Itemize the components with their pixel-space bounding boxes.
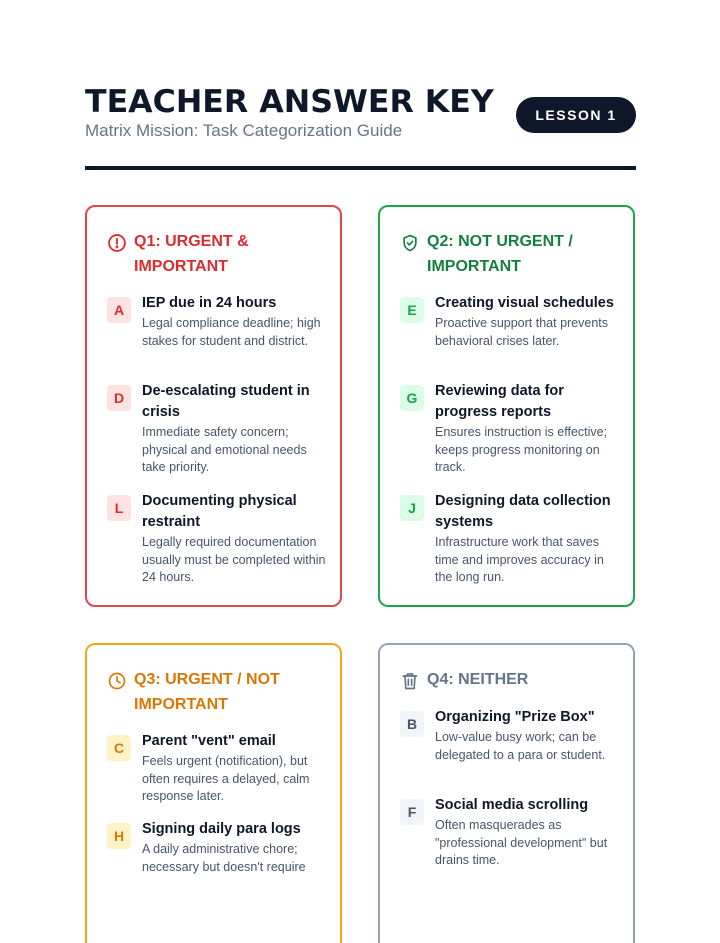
quadrant-header — [400, 229, 623, 279]
quadrant-card-q1 — [85, 205, 342, 607]
task-description: Low-value busy work; can be delegated to a para or student. — [435, 730, 606, 762]
quadrant-title: Q2: NOT URGENT / IMPORTANT — [427, 233, 573, 275]
quadrant-title: Q3: URGENT / NOT IMPORTANT — [134, 671, 280, 713]
task-description: Infrastructure work that saves time and improves accuracy in the long run. — [435, 535, 604, 584]
task-description: Often masquerades as "professional development" but drains time. — [435, 818, 608, 867]
task-item — [400, 293, 623, 350]
quadrant-card-q4 — [378, 643, 635, 943]
task-item — [107, 293, 330, 350]
header-divider — [85, 166, 636, 170]
task-title: Organizing "Prize Box" — [435, 709, 595, 725]
page-subtitle: Matrix Mission: Task Categorization Guide — [85, 121, 403, 140]
task-letter-badge: G — [400, 385, 424, 411]
task-letter-badge: F — [400, 799, 424, 825]
quadrant-title: Q1: URGENT & IMPORTANT — [134, 233, 249, 275]
task-description: Legally required documentation usually must be completed within 24 hours. — [142, 535, 326, 584]
task-title: De-escalating student in crisis — [142, 383, 310, 420]
task-item — [107, 381, 330, 477]
shield-check-icon — [400, 233, 420, 253]
page-title: TEACHER ANSWER KEY — [85, 84, 494, 120]
task-letter-badge: B — [400, 711, 424, 737]
task-description: Proactive support that prevents behavioral crises later. — [435, 316, 609, 348]
trash-icon — [400, 671, 420, 691]
task-letter-badge: D — [107, 385, 131, 411]
quadrant-card-q2 — [378, 205, 635, 607]
quadrant-header — [107, 229, 330, 279]
task-title: Reviewing data for progress reports — [435, 383, 564, 420]
clock-icon — [107, 671, 127, 691]
lesson-badge: LESSON 1 — [516, 97, 636, 133]
task-item — [107, 819, 330, 876]
task-title: Social media scrolling — [435, 797, 589, 813]
task-item — [400, 491, 623, 587]
task-description: A daily administrative chore; necessary but doesn't require — [142, 842, 306, 874]
task-title: IEP due in 24 hours — [142, 295, 277, 311]
task-title: Parent "vent" email — [142, 733, 276, 749]
task-description: Ensures instruction is effective; keeps progress monitoring on track. — [435, 425, 608, 474]
page-header — [85, 84, 636, 142]
task-item — [107, 491, 330, 587]
task-letter-badge: L — [107, 495, 131, 521]
task-letter-badge: J — [400, 495, 424, 521]
task-title: Signing daily para logs — [142, 821, 301, 837]
task-item — [107, 731, 330, 806]
task-item — [400, 795, 623, 870]
task-title: Designing data collection systems — [435, 493, 611, 530]
quadrant-header — [107, 667, 330, 717]
task-letter-badge: H — [107, 823, 131, 849]
task-letter-badge: A — [107, 297, 131, 323]
task-item — [400, 381, 623, 477]
quadrant-title: Q4: NEITHER — [427, 671, 529, 688]
task-description: Feels urgent (notification), but often requires a delayed, calm response later. — [142, 754, 310, 803]
task-description: Legal compliance deadline; high stakes for student and district. — [142, 316, 321, 348]
task-letter-badge: C — [107, 735, 131, 761]
task-letter-badge: E — [400, 297, 424, 323]
task-description: Immediate safety concern; physical and emotional needs take priority. — [142, 425, 307, 474]
task-item — [400, 707, 623, 764]
quadrant-header — [400, 667, 623, 692]
quadrant-card-q3 — [85, 643, 342, 943]
task-title: Documenting physical restraint — [142, 493, 297, 530]
alert-circle-icon — [107, 233, 127, 253]
task-title: Creating visual schedules — [435, 295, 614, 311]
